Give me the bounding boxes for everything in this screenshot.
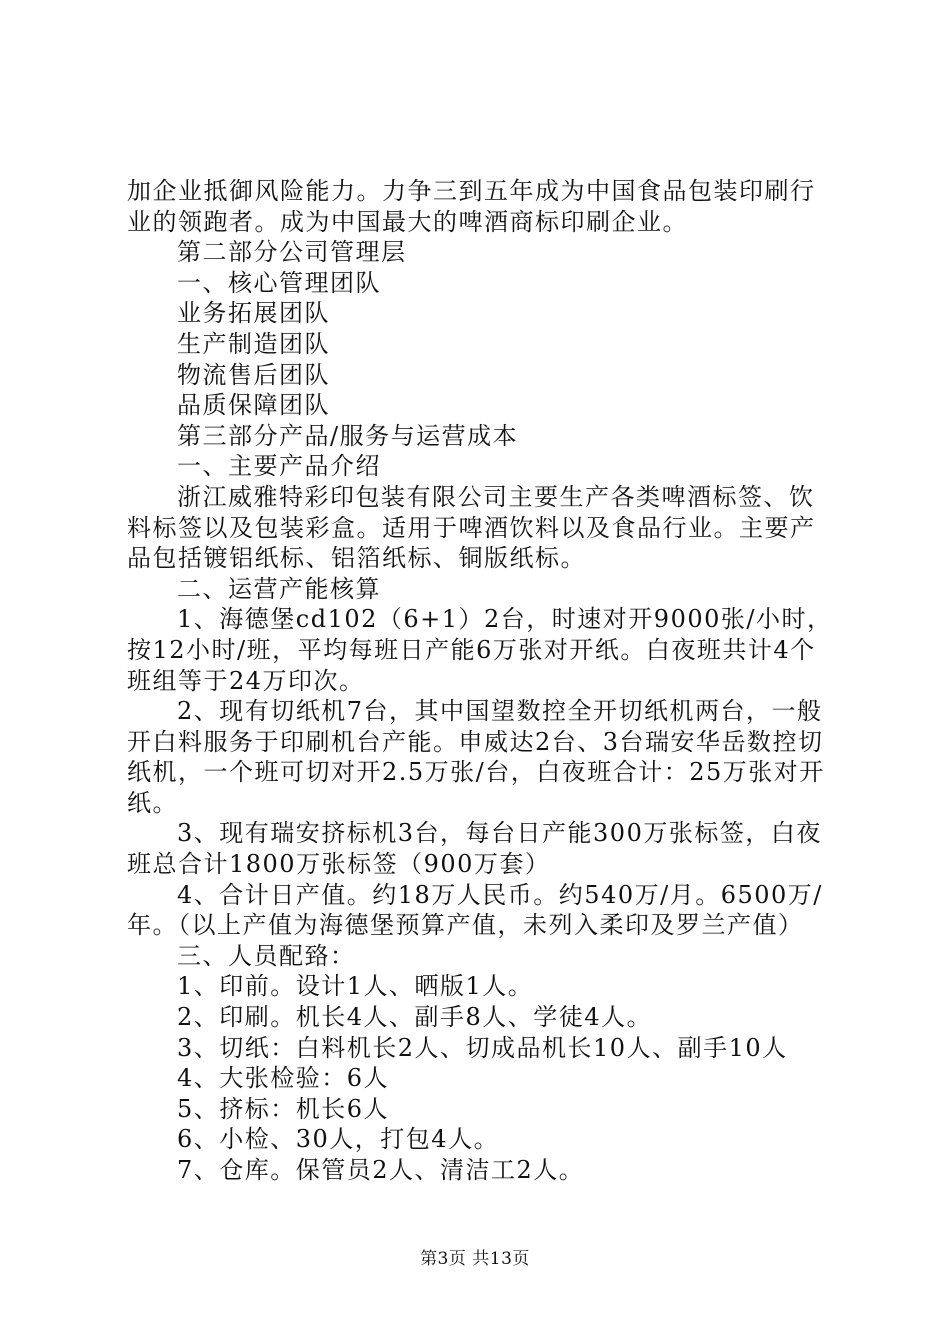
- paragraph: 2、印刷。机长4人、副手8人、学徒4人。: [177, 1003, 653, 1032]
- paragraph: 5、挤标：机长6人: [177, 1094, 390, 1123]
- paragraph: 1、印前。设计1人、晒版1人。: [177, 972, 534, 1001]
- paragraph: 3、现有瑞安挤标机3台，每台日产能300万张标签，白夜班总合计1800万张标签（900万套）: [127, 819, 822, 879]
- paragraph: 2、现有切纸机7台，其中国望数控全开切纸机两台，一般开白料服务于印刷机台产能。申威达2台、3台瑞安华岳数控切纸机，一个班可切对开2.5万张/台，白夜班合计：25万张对开纸。: [127, 697, 825, 817]
- paragraph: 三、人员配臵：: [177, 941, 356, 970]
- paragraph: 生产制造团队: [177, 329, 330, 358]
- paragraph: 浙江威雅特彩印包装有限公司主要生产各类啤酒标签、饮料标签以及包装彩盒。适用于啤酒饮料以及食品行业。主要产品包括镀铝纸标、铝箔纸标、铜版纸标。: [127, 482, 816, 573]
- paragraph: 业务拓展团队: [177, 299, 330, 328]
- page-footer: 第3页 共13页: [420, 1249, 530, 1269]
- paragraph: 6、小检、30人，打包4人。: [177, 1125, 500, 1154]
- paragraph: 二、运营产能核算: [177, 574, 381, 603]
- paragraph: 一、主要产品介绍: [177, 452, 381, 481]
- paragraph: 4、合计日产值。约18万人民币。约540万/月。6500万/年。（以上产值为海德堡预算产值，未列入柔印及罗兰产值）: [127, 880, 823, 940]
- paragraph: 7、仓库。保管员2人、清洁工2人。: [177, 1156, 585, 1184]
- document-body: [127, 176, 837, 1186]
- paragraph: 加企业抵御风险能力。力争三到五年成为中国食品包装印刷行业的领跑者。成为中国最大的啤酒商标印刷企业。: [127, 177, 816, 236]
- paragraph: 3、切纸：白料机长2人、切成品机长10人、副手10人: [177, 1033, 788, 1062]
- paragraph: 第二部分公司管理层: [177, 238, 407, 267]
- paragraph: 4、大张检验：6人: [177, 1064, 390, 1093]
- paragraph: 物流售后团队: [177, 360, 330, 389]
- paragraph: 一、核心管理团队: [177, 268, 381, 297]
- paragraph: 1、海德堡cd102（6+1）2台，时速对开9000张/小时，按12小时/班，平均每班日产能6万张对开纸。白夜班共计4个班组等于24万印次。: [127, 605, 833, 695]
- paragraph: 品质保障团队: [177, 391, 330, 420]
- paragraph: 第三部分产品/服务与运营成本: [177, 421, 519, 450]
